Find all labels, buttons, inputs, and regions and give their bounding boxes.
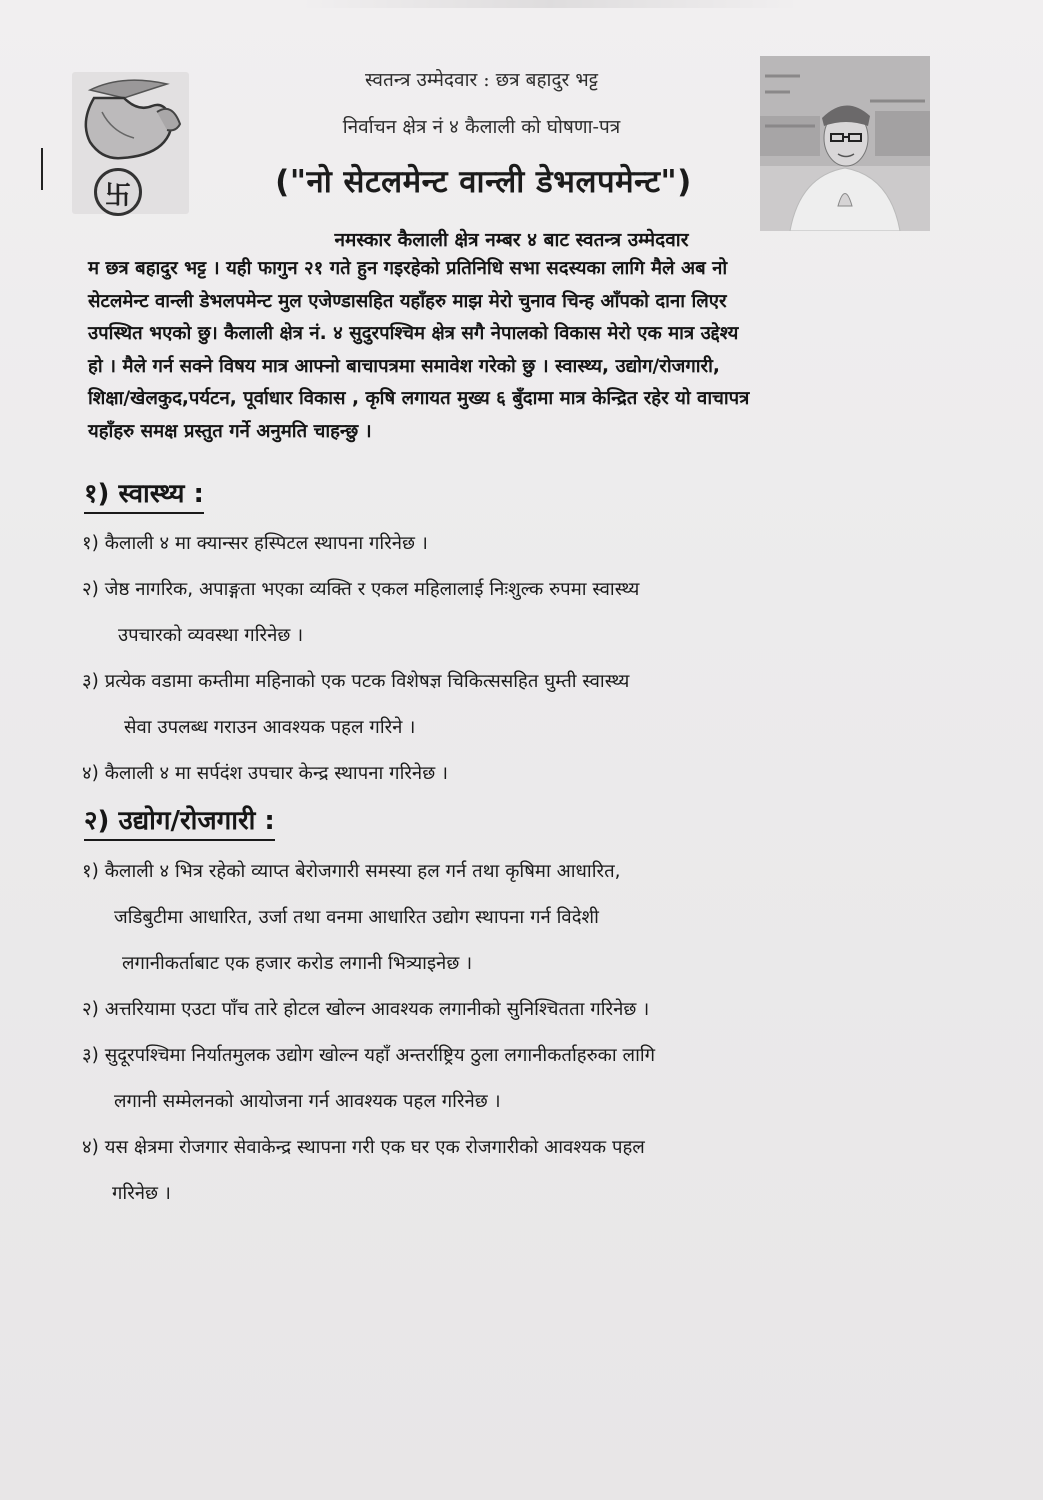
intro-paragraph — [88, 253, 958, 448]
list-item: ३) सुदूरपश्चिमा निर्यातमुलक उद्योग खोल्न यहाँ अन्तर्राष्ट्रिय ठुला लगानीकर्ताहरुका लागि — [82, 1045, 656, 1066]
section-title-health: १) स्वास्थ्य : — [84, 474, 204, 514]
candidate-line: स्वतन्त्र उम्मेदवार : छत्र बहादुर भट्ट — [364, 69, 599, 91]
list-item: १) कैलाली ४ मा क्यान्सर हस्पिटल स्थापना गरिनेछ । — [82, 533, 428, 554]
list-item: ४) कैलाली ४ मा सर्पदंश उपचार केन्द्र स्थापना गरिनेछ । — [82, 763, 449, 784]
list-item-continuation: जडिबुटीमा आधारित, उर्जा तथा वनमा आधारित उद्योग स्थापना गर्न विदेशी — [114, 907, 599, 928]
swastika-icon: 卐 — [104, 181, 131, 211]
manifesto-line: निर्वाचन क्षेत्र नं ४ कैलाली को घोषणा-पत्र — [342, 116, 621, 138]
list-item-continuation: गरिनेछ । — [112, 1183, 171, 1204]
list-item: ३) प्रत्येक वडामा कम्तीमा महिनाको एक पटक विशेषज्ञ चिकित्ससहित घुम्ती स्वास्थ्य — [82, 671, 630, 692]
intro-line: सेटलमेन्ट वान्ली डेभलपमेन्ट मुल एजेण्डासहित यहाँहरु माझ मेरो चुनाव चिन्ह आँपको दाना लिएर — [88, 290, 727, 312]
slogan-title: ("नो सेटलमेन्ट वान्ली डेभलपमेन्ट") — [275, 164, 692, 200]
intro-line: हो । मैले गर्न सक्ने विषय मात्र आफ्नो बाचापत्रमा समावेश गरेको छु । स्वास्थ्य, उद्योग/रोजगारी, — [88, 355, 720, 377]
list-item: १) कैलाली ४ भित्र रहेको व्याप्त बेरोजगारी समस्या हल गर्न तथा कृषिमा आधारित, — [82, 861, 621, 882]
section-title-industry: २) उद्योग/रोजगारी : — [84, 801, 275, 841]
list-item-continuation: लगानी सम्मेलनको आयोजना गर्न आवश्यक पहल गरिनेछ । — [114, 1091, 501, 1112]
intro-line: शिक्षा/खेलकुद,पर्यटन, पूर्वाधार विकास , कृषि लगायत मुख्य ६ बुँदामा मात्र केन्द्रित रहेर यो वाचापत्र — [88, 388, 750, 409]
list-item: २) जेष्ठ नागरिक, अपाङ्गता भएका व्यक्ति र एकल महिलालाई निःशुल्क रुपमा स्वास्थ्य — [82, 579, 640, 600]
intro-line: म छत्र बहादुर भट्ट । यही फागुन २१ गते हुन गइरहेको प्रतिनिधि सभा सदस्यका लागि मैले अब नो — [88, 258, 728, 279]
greeting-line: नमस्कार कैलाली क्षेत्र नम्बर ४ बाट स्वतन्त्र उम्मेदवार — [334, 229, 689, 251]
list-item: २) अत्तरियामा एउटा पाँच तारे होटल खोल्न आवश्यक लगानीको सुनिश्चितता गरिनेछ । — [82, 999, 650, 1020]
intro-line: यहाँहरु समक्ष प्रस्तुत गर्ने अनुमति चाहन्छु । — [88, 420, 372, 442]
scan-shadow — [300, 0, 800, 8]
list-item: ४) यस क्षेत्रमा रोजगार सेवाकेन्द्र स्थापना गरी एक घर एक रोजगारीको आवश्यक पहल — [82, 1137, 645, 1158]
list-item-continuation: लगानीकर्ताबाट एक हजार करोड लगानी भित्र्याइनेछ । — [122, 953, 473, 974]
intro-line: उपस्थित भएको छु। कैलाली क्षेत्र नं. ४ सुदुरपश्चिम क्षेत्र सगै नेपालको विकास मेरो एक मात्र उद्देश्य — [88, 323, 739, 344]
list-item-continuation: उपचारको व्यवस्था गरिनेछ । — [118, 625, 304, 646]
list-item-continuation: सेवा उपलब्ध गराउन आवश्यक पहल गरिने । — [124, 717, 416, 738]
